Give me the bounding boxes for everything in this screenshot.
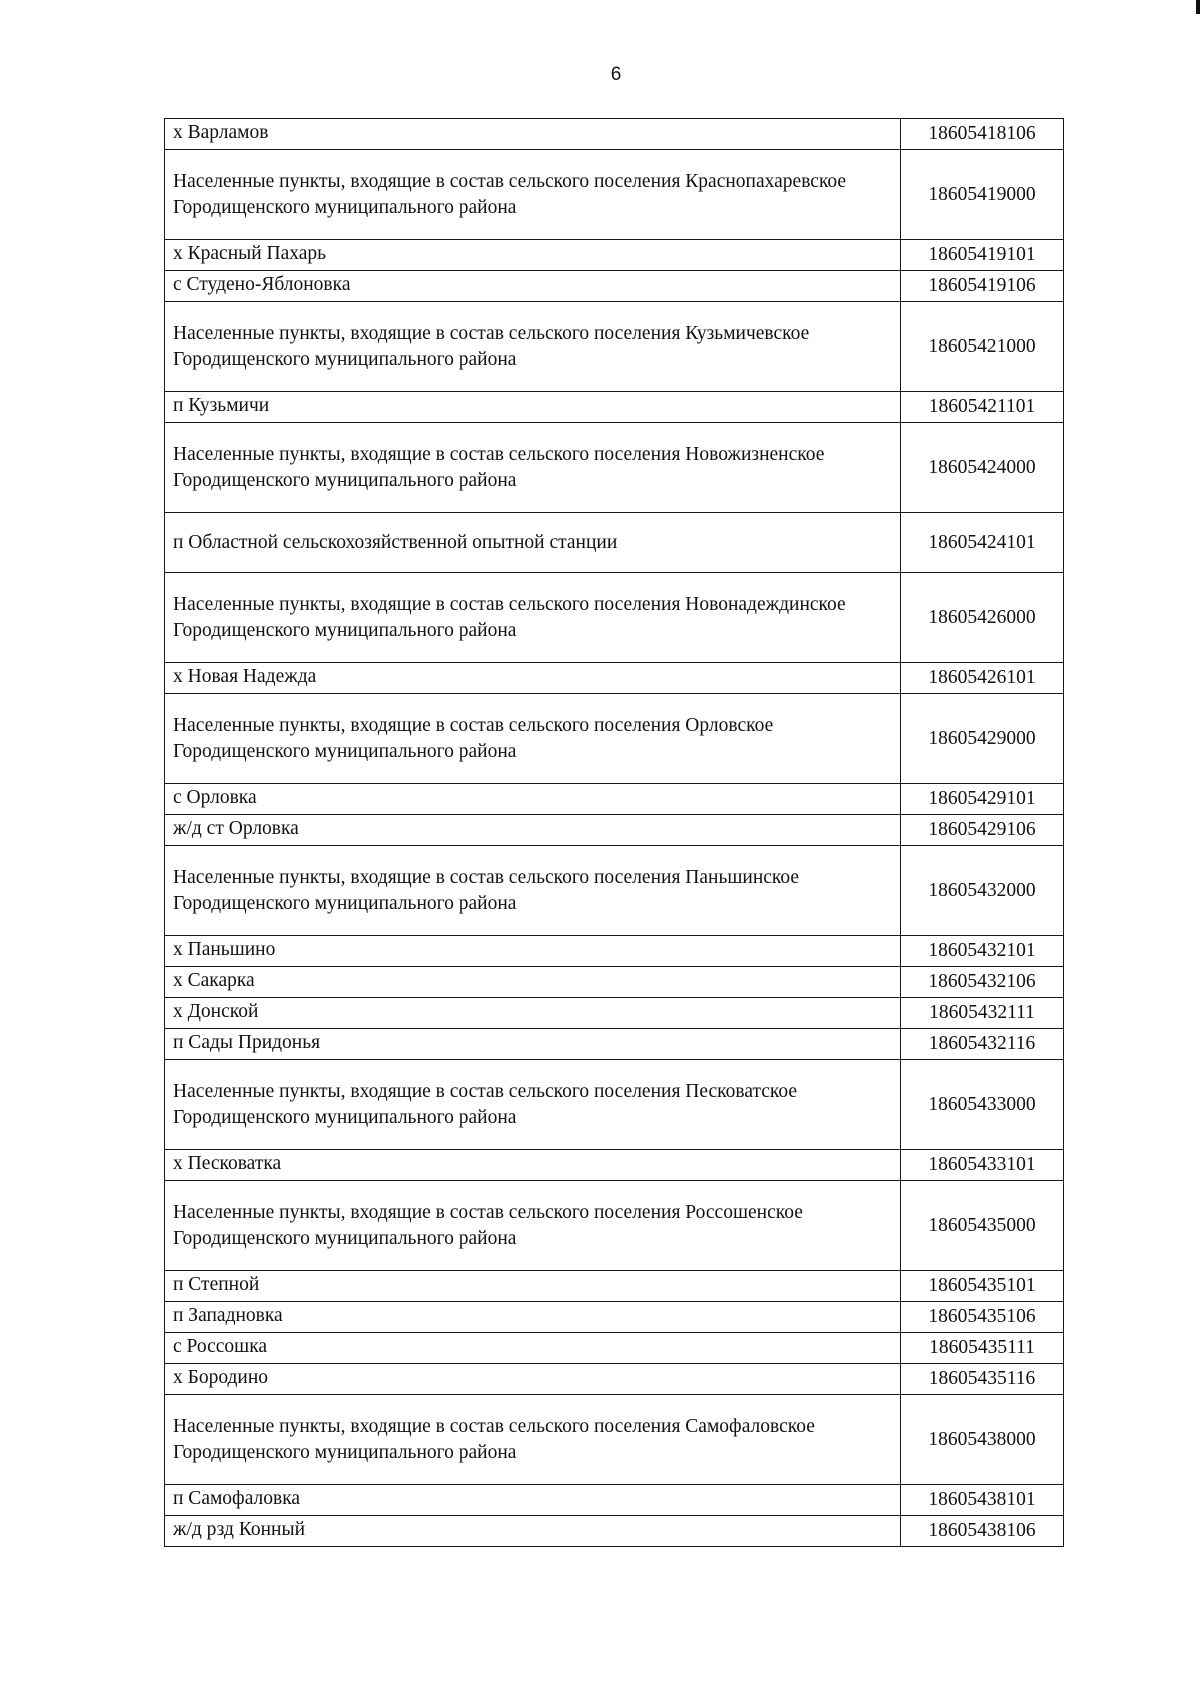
scan-margin-mark [1196, 0, 1200, 14]
cell-code: 18605429101 [901, 784, 1064, 815]
table-row-settlement [165, 1302, 1064, 1333]
table-row-municipality [165, 1060, 1064, 1150]
table-row-settlement [165, 271, 1064, 302]
table-row-settlement [165, 1516, 1064, 1547]
table-row-settlement [165, 1150, 1064, 1181]
table-row-settlement [165, 513, 1064, 573]
cell-name: п Западновка [165, 1302, 901, 1333]
table-row-municipality [165, 302, 1064, 392]
cell-code: 18605435000 [901, 1181, 1064, 1271]
cell-name: с Орловка [165, 784, 901, 815]
cell-code: 18605421101 [901, 392, 1064, 423]
page-number: 6 [610, 64, 622, 85]
cell-code: 18605432000 [901, 846, 1064, 936]
table-row-municipality [165, 694, 1064, 784]
cell-code: 18605435101 [901, 1271, 1064, 1302]
cell-name: п Сады Придонья [165, 1029, 901, 1060]
table-row-municipality [165, 1181, 1064, 1271]
cell-name: х Паньшино [165, 936, 901, 967]
cell-name: п Кузьмичи [165, 392, 901, 423]
cell-code: 18605432101 [901, 936, 1064, 967]
cell-name: п Самофаловка [165, 1485, 901, 1516]
settlements-table-body [165, 119, 1064, 1547]
cell-name: х Варламов [165, 119, 901, 150]
cell-code: 18605438101 [901, 1485, 1064, 1516]
settlements-table [164, 118, 1064, 1547]
cell-code: 18605432106 [901, 967, 1064, 998]
table-row-municipality [165, 150, 1064, 240]
cell-code: 18605432116 [901, 1029, 1064, 1060]
cell-code: 18605435106 [901, 1302, 1064, 1333]
cell-name: Населенные пункты, входящие в состав сельского поселения Краснопахаревское Городищенского муниципального района [165, 150, 901, 240]
table-row-settlement [165, 119, 1064, 150]
cell-code: 18605435111 [901, 1333, 1064, 1364]
table-row-settlement [165, 784, 1064, 815]
cell-name: п Степной [165, 1271, 901, 1302]
cell-code: 18605433000 [901, 1060, 1064, 1150]
cell-name: с Студено-Яблоновка [165, 271, 901, 302]
table-row-settlement [165, 240, 1064, 271]
cell-code: 18605424000 [901, 423, 1064, 513]
table-row-municipality [165, 1395, 1064, 1485]
cell-code: 18605419106 [901, 271, 1064, 302]
table-row-settlement [165, 936, 1064, 967]
cell-name: Населенные пункты, входящие в состав сельского поселения Новонадеждинское Городищенского муниципального района [165, 573, 901, 663]
table-row-settlement [165, 998, 1064, 1029]
table-row-settlement [165, 967, 1064, 998]
cell-name: х Бородино [165, 1364, 901, 1395]
cell-code: 18605418106 [901, 119, 1064, 150]
cell-code: 18605419101 [901, 240, 1064, 271]
cell-name: Населенные пункты, входящие в состав сельского поселения Орловское Городищенского муниципального района [165, 694, 901, 784]
cell-code: 18605419000 [901, 150, 1064, 240]
cell-name: х Новая Надежда [165, 663, 901, 694]
table-row-settlement [165, 1333, 1064, 1364]
cell-name: Населенные пункты, входящие в состав сельского поселения Новожизненское Городищенского муниципального района [165, 423, 901, 513]
cell-name: ж/д рзд Конный [165, 1516, 901, 1547]
cell-code: 18605429106 [901, 815, 1064, 846]
cell-name: ж/д ст Орловка [165, 815, 901, 846]
table-row-settlement [165, 663, 1064, 694]
table-row-municipality [165, 573, 1064, 663]
cell-name: Населенные пункты, входящие в состав сельского поселения Песковатское Городищенского муниципального района [165, 1060, 901, 1150]
cell-name: х Песковатка [165, 1150, 901, 1181]
cell-name: Населенные пункты, входящие в состав сельского поселения Самофаловское Городищенского муниципального района [165, 1395, 901, 1485]
cell-code: 18605432111 [901, 998, 1064, 1029]
cell-name: п Областной сельскохозяйственной опытной станции [165, 513, 901, 573]
cell-name: Населенные пункты, входящие в состав сельского поселения Россошенское Городищенского муниципального района [165, 1181, 901, 1271]
table-row-settlement [165, 1029, 1064, 1060]
cell-code: 18605435116 [901, 1364, 1064, 1395]
table-row-settlement [165, 392, 1064, 423]
table-row-settlement [165, 1364, 1064, 1395]
cell-name: х Красный Пахарь [165, 240, 901, 271]
table-row-municipality [165, 423, 1064, 513]
cell-name: с Россошка [165, 1333, 901, 1364]
cell-code: 18605438106 [901, 1516, 1064, 1547]
cell-code: 18605438000 [901, 1395, 1064, 1485]
cell-code: 18605429000 [901, 694, 1064, 784]
table-row-settlement [165, 1485, 1064, 1516]
cell-name: Населенные пункты, входящие в состав сельского поселения Паньшинское Городищенского муниципального района [165, 846, 901, 936]
cell-name: Населенные пункты, входящие в состав сельского поселения Кузьмичевское Городищенского муниципального района [165, 302, 901, 392]
cell-code: 18605424101 [901, 513, 1064, 573]
table-row-municipality [165, 846, 1064, 936]
cell-name: х Донской [165, 998, 901, 1029]
cell-code: 18605421000 [901, 302, 1064, 392]
cell-name: х Сакарка [165, 967, 901, 998]
cell-code: 18605426000 [901, 573, 1064, 663]
cell-code: 18605426101 [901, 663, 1064, 694]
cell-code: 18605433101 [901, 1150, 1064, 1181]
table-row-settlement [165, 815, 1064, 846]
table-row-settlement [165, 1271, 1064, 1302]
